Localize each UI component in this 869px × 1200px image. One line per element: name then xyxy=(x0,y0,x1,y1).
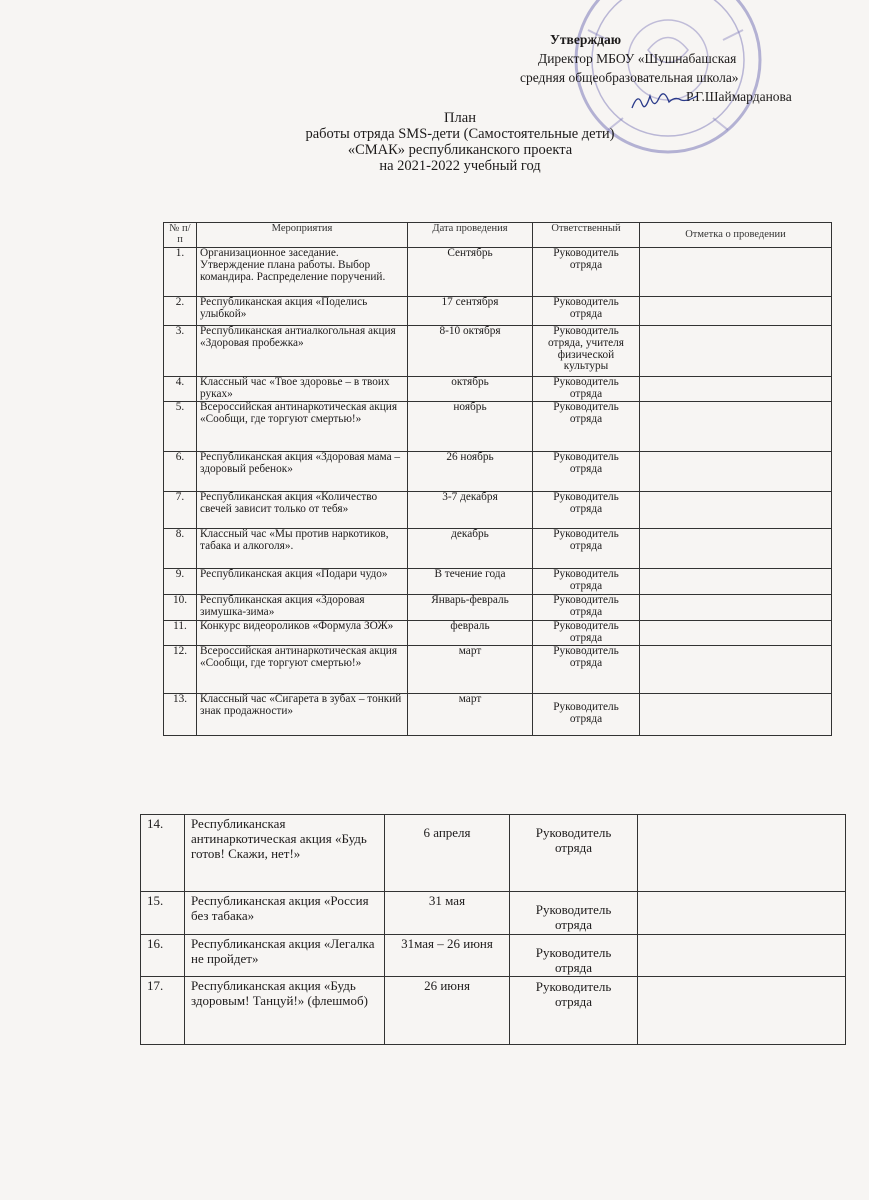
row-event: Классный час «Сигарета в зубах – тонкий знак продажности» xyxy=(197,694,408,736)
row-event: Конкурс видеороликов «Формула ЗОЖ» xyxy=(197,621,408,646)
table-row xyxy=(164,595,832,621)
row-mark xyxy=(638,977,846,1045)
row-number: 8. xyxy=(164,529,197,569)
row-mark xyxy=(640,621,832,646)
row-event: Республиканская акция «Подари чудо» xyxy=(197,569,408,595)
row-mark xyxy=(640,492,832,529)
row-event: Всероссийская антинаркотическая акция «Сообщи, где торгуют смертью!» xyxy=(197,646,408,694)
plan-table-continued xyxy=(140,814,846,1045)
row-date: 8-10 октября xyxy=(408,326,533,377)
row-mark xyxy=(640,569,832,595)
row-number: 17. xyxy=(141,977,185,1045)
row-mark xyxy=(640,326,832,377)
row-event: Республиканская антинаркотическая акция «Будь готов! Скажи, нет!» xyxy=(185,815,385,892)
row-mark xyxy=(640,377,832,402)
row-responsible: Руководитель отряда, учителя физической культуры xyxy=(533,326,640,377)
row-event: Республиканская акция «Будь здоровым! Танцуй!» (флешмоб) xyxy=(185,977,385,1045)
header-cell: Дата проведения xyxy=(408,223,533,248)
row-number: 11. xyxy=(164,621,197,646)
row-event: Республиканская антиалкогольная акция «Здоровая пробежка» xyxy=(197,326,408,377)
row-event: Республиканская акция «Поделись улыбкой» xyxy=(197,297,408,326)
approval-position: Директор МБОУ «Шушнабашская xyxy=(538,51,737,66)
row-date: февраль xyxy=(408,621,533,646)
row-date: декабрь xyxy=(408,529,533,569)
row-date: Сентябрь xyxy=(408,248,533,297)
row-responsible: Руководитель отряда xyxy=(533,646,640,694)
row-date: октябрь xyxy=(408,377,533,402)
title-line-2: работы отряда SMS-дети (Самостоятельные дети) xyxy=(305,126,615,142)
table-row xyxy=(164,326,832,377)
row-responsible: Руководитель отряда xyxy=(533,402,640,452)
row-mark xyxy=(640,402,832,452)
row-event: Организационное заседание. Утверждение плана работы. Выбор командира. Распределение поручений. xyxy=(197,248,408,297)
row-responsible: Руководитель отряда xyxy=(533,377,640,402)
row-event: Республиканская акция «Здоровая мама – здоровый ребенок» xyxy=(197,452,408,492)
table-row xyxy=(141,892,846,935)
row-responsible: Руководитель отряда xyxy=(533,694,640,736)
row-responsible: Руководитель отряда xyxy=(533,492,640,529)
row-number: 13. xyxy=(164,694,197,736)
row-date: 26 ноябрь xyxy=(408,452,533,492)
table-row xyxy=(164,492,832,529)
row-responsible: Руководитель отряда xyxy=(533,452,640,492)
table-row xyxy=(164,621,832,646)
row-number: 10. xyxy=(164,595,197,621)
row-responsible: Руководитель отряда xyxy=(533,569,640,595)
title-line-4: на 2021-2022 учебный год xyxy=(379,158,541,174)
row-date: ноябрь xyxy=(408,402,533,452)
row-number: 7. xyxy=(164,492,197,529)
table-row xyxy=(164,569,832,595)
header-cell: Мероприятия xyxy=(197,223,408,248)
row-number: 2. xyxy=(164,297,197,326)
row-mark xyxy=(640,297,832,326)
row-number: 14. xyxy=(141,815,185,892)
row-number: 3. xyxy=(164,326,197,377)
row-event: Республиканская акция «Россия без табака» xyxy=(185,892,385,935)
row-responsible: Руководитель отряда xyxy=(510,892,638,935)
row-mark xyxy=(640,595,832,621)
plan-table xyxy=(163,222,832,736)
row-date: Январь-февраль xyxy=(408,595,533,621)
row-number: 9. xyxy=(164,569,197,595)
row-mark xyxy=(640,452,832,492)
approval-director-name: Р.Г.Шаймарданова xyxy=(686,89,792,104)
row-responsible: Руководитель отряда xyxy=(533,297,640,326)
row-number: 1. xyxy=(164,248,197,297)
header-cell: Отметка о проведении xyxy=(640,223,832,248)
row-date: 31мая – 26 июня xyxy=(385,935,510,977)
row-date: 31 мая xyxy=(385,892,510,935)
table-row xyxy=(141,935,846,977)
row-event: Республиканская акция «Количество свечей зависит только от тебя» xyxy=(197,492,408,529)
row-date: март xyxy=(408,694,533,736)
table-header-row xyxy=(164,223,832,248)
row-mark xyxy=(640,248,832,297)
row-mark xyxy=(640,646,832,694)
table-row xyxy=(164,646,832,694)
row-event: Республиканская акция «Здоровая зимушка-зима» xyxy=(197,595,408,621)
header-cell: Ответственный xyxy=(533,223,640,248)
row-responsible: Руководитель отряда xyxy=(533,595,640,621)
row-responsible: Руководитель отряда xyxy=(533,621,640,646)
table-row xyxy=(164,529,832,569)
row-date: 3-7 декабря xyxy=(408,492,533,529)
document-title xyxy=(260,110,660,174)
approval-label: Утверждаю xyxy=(550,32,622,47)
row-mark xyxy=(638,935,846,977)
row-mark xyxy=(638,815,846,892)
row-responsible: Руководитель отряда xyxy=(533,529,640,569)
row-number: 6. xyxy=(164,452,197,492)
row-date: март xyxy=(408,646,533,694)
row-mark xyxy=(638,892,846,935)
approval-school: средняя общеобразовательная школа» xyxy=(520,70,739,85)
row-date: 6 апреля xyxy=(385,815,510,892)
row-responsible: Руководитель отряда xyxy=(510,815,638,892)
table-row xyxy=(164,694,832,736)
row-number: 4. xyxy=(164,377,197,402)
row-mark xyxy=(640,694,832,736)
table-row xyxy=(164,452,832,492)
row-date: 17 сентября xyxy=(408,297,533,326)
row-number: 5. xyxy=(164,402,197,452)
row-number: 16. xyxy=(141,935,185,977)
row-date: 26 июня xyxy=(385,977,510,1045)
row-responsible: Руководитель отряда xyxy=(533,248,640,297)
row-event: Республиканская акция «Легалка не пройдет» xyxy=(185,935,385,977)
row-responsible: Руководитель отряда xyxy=(510,977,638,1045)
title-line-3: «СМАК» республиканского проекта xyxy=(347,142,573,158)
row-event: Всероссийская антинаркотическая акция «Сообщи, где торгуют смертью!» xyxy=(197,402,408,452)
row-event: Классный час «Мы против наркотиков, табака и алкоголя». xyxy=(197,529,408,569)
row-event: Классный час «Твое здоровье – в твоих руках» xyxy=(197,377,408,402)
row-responsible: Руководитель отряда xyxy=(510,935,638,977)
row-number: 12. xyxy=(164,646,197,694)
table-row xyxy=(141,977,846,1045)
table-row xyxy=(164,248,832,297)
table-row xyxy=(164,297,832,326)
table-row xyxy=(141,815,846,892)
table-row xyxy=(164,402,832,452)
title-line-1: План xyxy=(444,110,476,126)
header-cell: № п/п xyxy=(164,223,197,248)
table-row xyxy=(164,377,832,402)
row-date: В течение года xyxy=(408,569,533,595)
row-number: 15. xyxy=(141,892,185,935)
row-mark xyxy=(640,529,832,569)
